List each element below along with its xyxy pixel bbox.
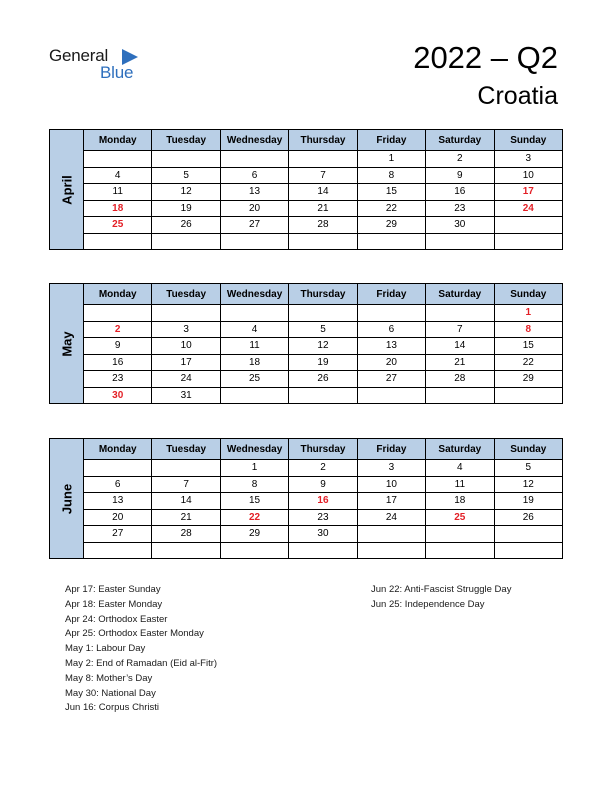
- day-cell: [289, 305, 357, 322]
- month-name: April: [59, 174, 74, 205]
- week-row: [50, 217, 563, 234]
- day-cell: 26: [289, 371, 357, 388]
- week-row: [50, 509, 563, 526]
- day-cell: 23: [426, 200, 494, 217]
- day-cell: [357, 233, 425, 250]
- day-cell: 8: [494, 321, 562, 338]
- day-cell: [84, 233, 152, 250]
- day-cell: [220, 387, 288, 404]
- week-row: [50, 387, 563, 404]
- weekday-header: Friday: [357, 284, 425, 305]
- weekday-header: Tuesday: [152, 284, 220, 305]
- day-cell: 13: [220, 184, 288, 201]
- weekday-header: Sunday: [494, 284, 562, 305]
- weekday-header: Sunday: [494, 130, 562, 151]
- day-cell: [357, 305, 425, 322]
- day-cell: 22: [494, 354, 562, 371]
- calendar-april: [49, 129, 563, 250]
- day-cell: 30: [84, 387, 152, 404]
- day-cell: 5: [494, 460, 562, 477]
- weekday-header: Sunday: [494, 439, 562, 460]
- day-cell: 20: [84, 509, 152, 526]
- day-cell: 14: [426, 338, 494, 355]
- day-cell: [84, 151, 152, 168]
- day-cell: 27: [357, 371, 425, 388]
- day-cell: 11: [220, 338, 288, 355]
- day-cell: 27: [84, 526, 152, 543]
- day-cell: 18: [220, 354, 288, 371]
- day-cell: 26: [494, 509, 562, 526]
- holiday-notes-right: [371, 583, 511, 613]
- week-row: [50, 151, 563, 168]
- day-cell: 19: [152, 200, 220, 217]
- weekday-header: Saturday: [426, 130, 494, 151]
- weekday-header: Saturday: [426, 284, 494, 305]
- weekday-header: Monday: [84, 130, 152, 151]
- week-row: [50, 184, 563, 201]
- day-cell: 29: [494, 371, 562, 388]
- day-cell: [289, 387, 357, 404]
- holiday-note: May 30: National Day: [65, 687, 156, 699]
- day-cell: 11: [84, 184, 152, 201]
- holiday-note: Apr 17: Easter Sunday: [65, 584, 161, 595]
- day-cell: 20: [357, 354, 425, 371]
- day-cell: [494, 217, 562, 234]
- day-cell: 16: [84, 354, 152, 371]
- day-cell: 2: [84, 321, 152, 338]
- day-cell: [152, 460, 220, 477]
- day-cell: 25: [220, 371, 288, 388]
- weekday-header: Wednesday: [220, 439, 288, 460]
- day-cell: 14: [152, 493, 220, 510]
- day-cell: [220, 151, 288, 168]
- day-cell: 10: [494, 167, 562, 184]
- day-cell: 1: [494, 305, 562, 322]
- day-cell: [220, 233, 288, 250]
- day-cell: [494, 526, 562, 543]
- day-cell: 31: [152, 387, 220, 404]
- day-cell: 5: [152, 167, 220, 184]
- day-cell: 6: [357, 321, 425, 338]
- day-cell: 15: [220, 493, 288, 510]
- day-cell: 14: [289, 184, 357, 201]
- weekday-header: Saturday: [426, 439, 494, 460]
- week-row: [50, 354, 563, 371]
- week-row: [50, 526, 563, 543]
- week-row: [50, 476, 563, 493]
- day-cell: 8: [357, 167, 425, 184]
- day-cell: 10: [152, 338, 220, 355]
- day-cell: 7: [426, 321, 494, 338]
- day-cell: [289, 151, 357, 168]
- day-cell: 10: [357, 476, 425, 493]
- day-cell: 7: [289, 167, 357, 184]
- day-cell: [84, 305, 152, 322]
- day-cell: 28: [289, 217, 357, 234]
- day-cell: 27: [220, 217, 288, 234]
- day-cell: 7: [152, 476, 220, 493]
- day-cell: 30: [289, 526, 357, 543]
- week-row: [50, 493, 563, 510]
- day-cell: [84, 542, 152, 559]
- weekday-header: Thursday: [289, 130, 357, 151]
- day-cell: 21: [289, 200, 357, 217]
- day-cell: [494, 233, 562, 250]
- weekday-header: Friday: [357, 130, 425, 151]
- week-row: [50, 542, 563, 559]
- day-cell: [220, 305, 288, 322]
- day-cell: 3: [494, 151, 562, 168]
- day-cell: 2: [426, 151, 494, 168]
- general-blue-logo: [49, 46, 149, 82]
- weekday-header: Friday: [357, 439, 425, 460]
- month-label-cell: [50, 284, 84, 404]
- day-cell: [426, 387, 494, 404]
- page-title: 2022 – Q2: [413, 40, 558, 75]
- day-cell: [494, 542, 562, 559]
- day-cell: [152, 305, 220, 322]
- week-row: [50, 460, 563, 477]
- weekday-header: Monday: [84, 439, 152, 460]
- weekday-header: Monday: [84, 284, 152, 305]
- day-cell: 18: [426, 493, 494, 510]
- day-cell: [84, 460, 152, 477]
- holiday-note: Jun 25: Independence Day: [371, 598, 485, 610]
- day-cell: 9: [426, 167, 494, 184]
- day-cell: 18: [84, 200, 152, 217]
- day-cell: [426, 542, 494, 559]
- day-cell: 6: [220, 167, 288, 184]
- week-row: [50, 167, 563, 184]
- day-cell: 17: [357, 493, 425, 510]
- holiday-note: May 1: Labour Day: [65, 643, 146, 655]
- day-cell: [357, 387, 425, 404]
- day-cell: 3: [357, 460, 425, 477]
- day-cell: 23: [84, 371, 152, 388]
- day-cell: 15: [494, 338, 562, 355]
- weekday-header: Thursday: [289, 439, 357, 460]
- holiday-note: Jun 22: Anti-Fascist Struggle Day: [371, 584, 512, 595]
- day-cell: 2: [289, 460, 357, 477]
- day-cell: 24: [357, 509, 425, 526]
- week-row: [50, 200, 563, 217]
- month-name: June: [59, 483, 74, 514]
- month-label-cell: [50, 130, 84, 250]
- holiday-note: May 2: End of Ramadan (Eid al-Fitr): [65, 657, 218, 669]
- day-cell: [289, 233, 357, 250]
- day-cell: 29: [357, 217, 425, 234]
- day-cell: 12: [494, 476, 562, 493]
- holiday-note: May 8: Mother’s Day: [65, 672, 153, 684]
- week-row: [50, 321, 563, 338]
- day-cell: 26: [152, 217, 220, 234]
- holiday-note: Apr 18: Easter Monday: [65, 598, 163, 610]
- day-cell: 21: [426, 354, 494, 371]
- day-cell: 1: [220, 460, 288, 477]
- day-cell: 9: [289, 476, 357, 493]
- day-cell: 17: [494, 184, 562, 201]
- day-cell: [152, 233, 220, 250]
- day-cell: [357, 542, 425, 559]
- day-cell: 19: [494, 493, 562, 510]
- day-cell: 23: [289, 509, 357, 526]
- day-cell: [152, 151, 220, 168]
- day-cell: 12: [289, 338, 357, 355]
- day-cell: 25: [426, 509, 494, 526]
- month-name: May: [59, 330, 74, 357]
- day-cell: 16: [426, 184, 494, 201]
- day-cell: [426, 305, 494, 322]
- day-cell: [152, 542, 220, 559]
- day-cell: 9: [84, 338, 152, 355]
- logo-blue-text: Blue: [100, 63, 134, 82]
- day-cell: [494, 387, 562, 404]
- day-cell: 16: [289, 493, 357, 510]
- day-cell: 13: [84, 493, 152, 510]
- day-cell: 29: [220, 526, 288, 543]
- holiday-note: Apr 25: Orthodox Easter Monday: [65, 628, 204, 640]
- week-row: [50, 305, 563, 322]
- day-cell: 20: [220, 200, 288, 217]
- day-cell: [220, 542, 288, 559]
- day-cell: 28: [152, 526, 220, 543]
- weekday-header: Tuesday: [152, 130, 220, 151]
- day-cell: 13: [357, 338, 425, 355]
- holiday-note: Apr 24: Orthodox Easter: [65, 613, 168, 625]
- day-cell: [426, 526, 494, 543]
- day-cell: 4: [220, 321, 288, 338]
- day-cell: 3: [152, 321, 220, 338]
- calendar-may: [49, 283, 563, 404]
- holiday-note: Jun 16: Corpus Christi: [65, 702, 159, 714]
- day-cell: 15: [357, 184, 425, 201]
- day-cell: 1: [357, 151, 425, 168]
- day-cell: 4: [426, 460, 494, 477]
- day-cell: [357, 526, 425, 543]
- day-cell: 25: [84, 217, 152, 234]
- month-label-cell: [50, 439, 84, 559]
- day-cell: 4: [84, 167, 152, 184]
- weekday-header: Wednesday: [220, 284, 288, 305]
- week-row: [50, 338, 563, 355]
- day-cell: 24: [152, 371, 220, 388]
- weekday-header: Wednesday: [220, 130, 288, 151]
- weekday-header: Tuesday: [152, 439, 220, 460]
- day-cell: 28: [426, 371, 494, 388]
- day-cell: [426, 233, 494, 250]
- day-cell: 19: [289, 354, 357, 371]
- country-name: Croatia: [477, 82, 558, 110]
- logo-general-text: General: [49, 46, 109, 65]
- day-cell: 22: [357, 200, 425, 217]
- week-row: [50, 233, 563, 250]
- day-cell: 30: [426, 217, 494, 234]
- calendar-june: [49, 438, 563, 559]
- day-cell: [289, 542, 357, 559]
- day-cell: 11: [426, 476, 494, 493]
- day-cell: 5: [289, 321, 357, 338]
- day-cell: 22: [220, 509, 288, 526]
- day-cell: 12: [152, 184, 220, 201]
- weekday-header: Thursday: [289, 284, 357, 305]
- day-cell: 21: [152, 509, 220, 526]
- day-cell: 6: [84, 476, 152, 493]
- holiday-notes-left: [65, 583, 217, 716]
- week-row: [50, 371, 563, 388]
- day-cell: 8: [220, 476, 288, 493]
- day-cell: 17: [152, 354, 220, 371]
- day-cell: 24: [494, 200, 562, 217]
